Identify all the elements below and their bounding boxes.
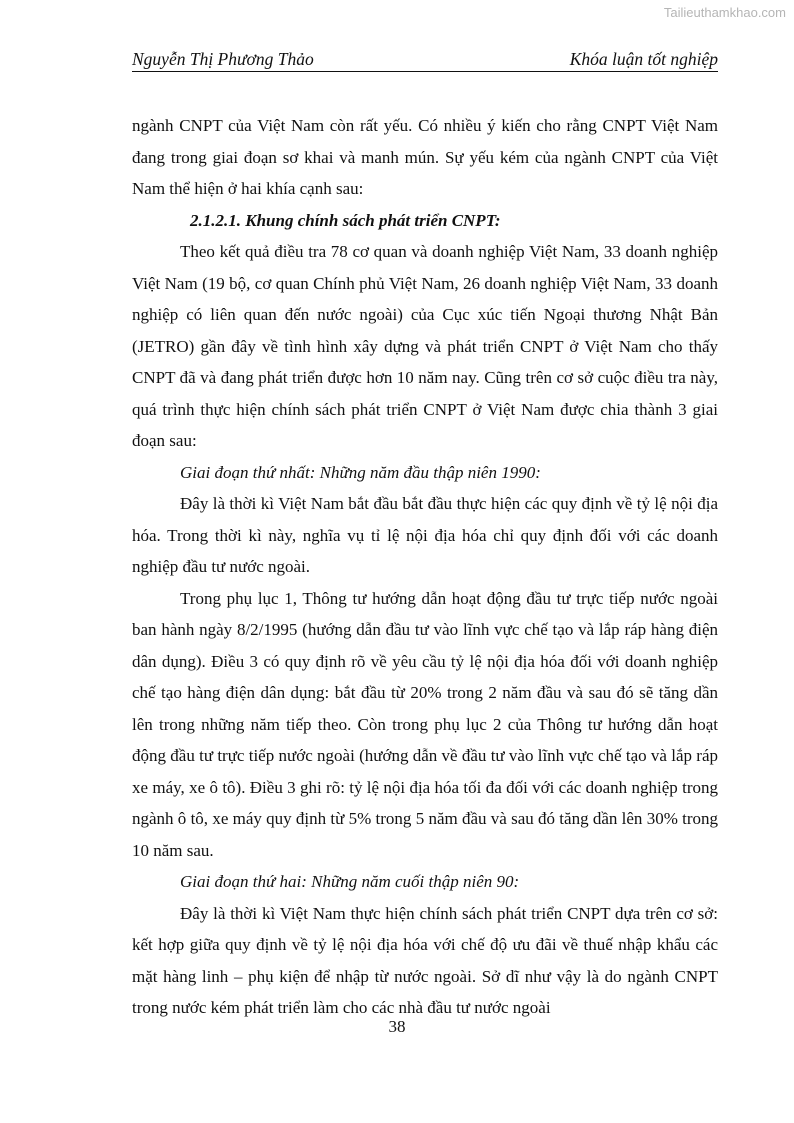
paragraph-phase-1: Đây là thời kì Việt Nam bắt đầu bắt đầu thực hiện các quy định về tỷ lệ nội địa hóa. Trong thời kì này, nghĩa vụ tỉ lệ nội địa hóa chỉ quy định đối với các doanh nghiệp đầu tư nước ngoài. (132, 494, 718, 576)
page-header (132, 49, 718, 72)
section-heading: 2.1.2.1. Khung chính sách phát triển CNPT: (190, 210, 501, 230)
watermark: Tailieuthamkhao.com (663, 5, 786, 20)
paragraph-phase-2: Đây là thời kì Việt Nam thực hiện chính sách phát triển CNPT dựa trên cơ sở: kết hợp giữa quy định về tỷ lệ nội địa hóa với chế độ ưu đãi về thuế nhập khẩu các mặt hàng linh – phụ kiện để nhập từ nước ngoài. Sở dĩ như vậy là do ngành CNPT trong nước kém phát triển làm cho các nhà đầu tư nước ngoài (132, 903, 718, 1017)
paragraph-survey: Theo kết quả điều tra 78 cơ quan và doanh nghiệp Việt Nam, 33 doanh nghiệp Việt Nam (19 bộ, cơ quan Chính phủ Việt Nam, 26 doanh nghiệp Việt Nam, 33 doanh nghiệp có liên quan đến nước ngoài) của Cục xúc tiến Ngoại thương Nhật Bản (JETRO) gần đây về tình hình xây dựng và phát triển CNPT ở Việt Nam cho thấy CNPT đã và đang phát triển được hơn 10 năm nay. Cũng trên cơ sở cuộc điều tra này, quá trình thực hiện chính sách phát triển CNPT ở Việt Nam được chia thành 3 giai đoạn sau: (132, 242, 718, 450)
page-number: 38 (388, 1017, 406, 1036)
header-author: Nguyễn Thị Phương Thảo (132, 49, 314, 69)
page-content (132, 110, 718, 1024)
paragraph-appendix: Trong phụ lục 1, Thông tư hướng dẫn hoạt động đầu tư trực tiếp nước ngoài ban hành ngày 8/2/1995 (hướng dẫn đầu tư vào lĩnh vực chế tạo và lắp ráp hàng điện dân dụng). Điều 3 có quy định rõ về yêu cầu tỷ lệ nội địa hóa đối với doanh nghiệp chế tạo hàng điện dân dụng: bắt đầu từ 20% trong 2 năm đầu và sau đó sẽ tăng dần lên trong những năm tiếp theo. Còn trong phụ lục 2 của Thông tư hướng dẫn hoạt động đầu tư trực tiếp nước ngoài (hướng dẫn về đầu tư vào lĩnh vực chế tạo và lắp ráp xe máy, xe ô tô). Điều 3 ghi rõ: tỷ lệ nội địa hóa tối đa đối với các doanh nghiệp trong ngành ô tô, xe máy quy định từ 5% trong 5 năm đầu và sau đó tăng dần lên 30% trong 10 năm sau. (132, 588, 718, 860)
subheading-phase-2: Giai đoạn thứ hai: Những năm cuối thập niên 90: (180, 872, 520, 891)
header-doc-type: Khóa luận tốt nghiệp (569, 49, 718, 69)
paragraph-intro: ngành CNPT của Việt Nam còn rất yếu. Có nhiều ý kiến cho rằng CNPT Việt Nam đang trong giai đoạn sơ khai và manh mún. Sự yếu kém của ngành CNPT của Việt Nam thể hiện ở hai khía cạnh sau: (132, 116, 718, 198)
subheading-phase-1: Giai đoạn thứ nhất: Những năm đầu thập niên 1990: (180, 462, 541, 482)
